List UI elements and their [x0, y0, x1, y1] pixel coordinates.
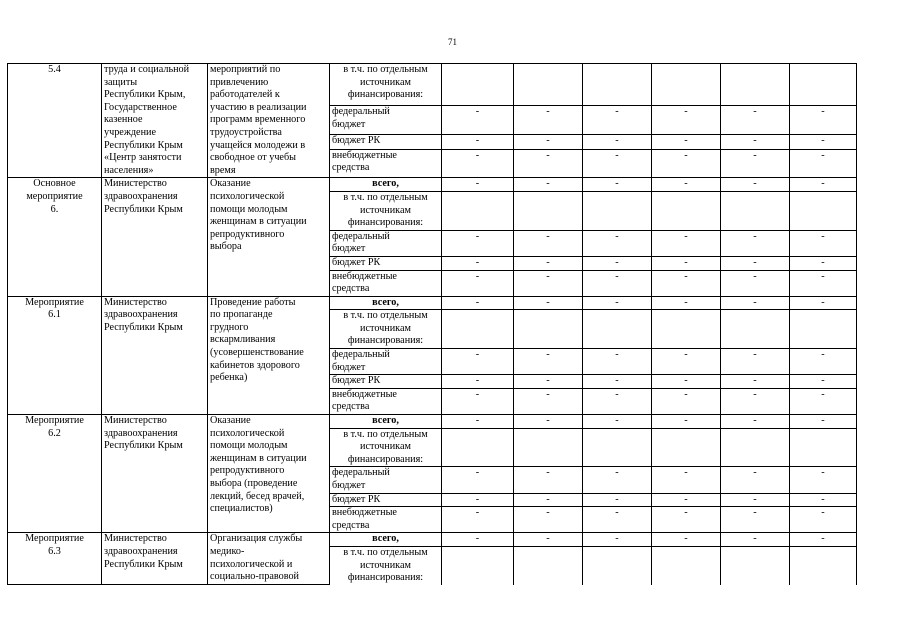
value-cell: -	[583, 230, 652, 256]
value-cell: -	[442, 256, 514, 270]
value-cell: -	[721, 375, 790, 389]
value-cell: -	[652, 507, 721, 533]
value-cell: -	[790, 149, 857, 178]
value-cell: -	[442, 178, 514, 192]
value-cell: -	[721, 296, 790, 310]
measure-number: 5.4	[8, 64, 102, 178]
value-cell: -	[721, 467, 790, 493]
value-cell	[652, 310, 721, 349]
value-cell: -	[514, 230, 583, 256]
value-cell: -	[790, 388, 857, 414]
value-cell	[790, 428, 857, 467]
value-cell	[514, 310, 583, 349]
value-cell	[583, 546, 652, 584]
value-cell	[652, 64, 721, 106]
value-cell: -	[652, 106, 721, 135]
responsible-executor: Министерство здравоохранения Республики Крым	[102, 296, 208, 414]
measure-name: Оказание психологической помощи молодым женщинам в ситуации репродуктивного выбора	[208, 178, 330, 296]
value-cell: -	[652, 134, 721, 149]
value-cell: -	[652, 415, 721, 429]
value-cell: -	[442, 533, 514, 547]
value-cell: -	[652, 270, 721, 296]
value-cell: -	[583, 134, 652, 149]
source-including: в т.ч. по отдельным источникам финансирования:	[330, 64, 442, 106]
value-cell: -	[652, 493, 721, 507]
source-republic: бюджет РК	[330, 256, 442, 270]
source-republic: бюджет РК	[330, 134, 442, 149]
value-cell: -	[442, 106, 514, 135]
value-cell: -	[652, 178, 721, 192]
source-including: в т.ч. по отдельным источникам финансирования:	[330, 546, 442, 584]
value-cell: -	[652, 533, 721, 547]
measure-number: Мероприятие 6.2	[8, 415, 102, 533]
source-republic: бюджет РК	[330, 375, 442, 389]
value-cell: -	[790, 270, 857, 296]
responsible-executor: Министерство здравоохранения Республики Крым	[102, 178, 208, 296]
measure-name: мероприятий по привлечению работодателей к участию в реализации программ временного трудоустройства учащейся молодежи в свободное от учебы время	[208, 64, 330, 178]
value-cell	[652, 546, 721, 584]
source-federal: федеральный бюджет	[330, 349, 442, 375]
value-cell	[514, 546, 583, 584]
value-cell: -	[442, 149, 514, 178]
value-cell	[652, 191, 721, 230]
value-cell	[721, 191, 790, 230]
value-cell: -	[583, 375, 652, 389]
value-cell: -	[583, 270, 652, 296]
value-cell: -	[583, 507, 652, 533]
value-cell: -	[790, 230, 857, 256]
value-cell: -	[721, 507, 790, 533]
value-cell: -	[514, 134, 583, 149]
value-cell: -	[790, 134, 857, 149]
value-cell: -	[514, 349, 583, 375]
value-cell	[514, 64, 583, 106]
value-cell: -	[790, 256, 857, 270]
source-including: в т.ч. по отдельным источникам финансирования:	[330, 191, 442, 230]
source-extrabudgetary: внебюджетные средства	[330, 507, 442, 533]
value-cell: -	[721, 106, 790, 135]
value-cell: -	[442, 493, 514, 507]
value-cell	[583, 428, 652, 467]
value-cell	[442, 546, 514, 584]
value-cell: -	[514, 149, 583, 178]
measure-name: Организация службы медико- психологической и социально-правовой	[208, 533, 330, 585]
value-cell	[442, 310, 514, 349]
value-cell: -	[790, 178, 857, 192]
source-total: всего,	[330, 296, 442, 310]
measure-number: Мероприятие 6.1	[8, 296, 102, 414]
value-cell: -	[442, 349, 514, 375]
value-cell	[442, 191, 514, 230]
measure-name: Проведение работы по пропаганде грудного вскармливания (усовершенствование кабинетов здорового ребенка)	[208, 296, 330, 414]
value-cell: -	[721, 493, 790, 507]
value-cell: -	[583, 493, 652, 507]
value-cell: -	[790, 349, 857, 375]
value-cell: -	[442, 230, 514, 256]
page-number: 71	[448, 37, 457, 47]
value-cell: -	[790, 415, 857, 429]
value-cell: -	[721, 533, 790, 547]
value-cell: -	[583, 256, 652, 270]
source-total: всего,	[330, 533, 442, 547]
value-cell: -	[514, 178, 583, 192]
value-cell: -	[790, 375, 857, 389]
value-cell: -	[514, 106, 583, 135]
value-cell	[514, 191, 583, 230]
value-cell: -	[721, 388, 790, 414]
value-cell: -	[514, 388, 583, 414]
value-cell	[514, 428, 583, 467]
value-cell	[583, 64, 652, 106]
source-including: в т.ч. по отдельным источникам финансирования:	[330, 310, 442, 349]
financing-table	[7, 63, 857, 585]
value-cell	[721, 310, 790, 349]
value-cell: -	[721, 230, 790, 256]
value-cell: -	[721, 415, 790, 429]
value-cell	[790, 191, 857, 230]
value-cell: -	[652, 388, 721, 414]
value-cell: -	[442, 375, 514, 389]
source-extrabudgetary: внебюджетные средства	[330, 149, 442, 178]
value-cell: -	[514, 493, 583, 507]
value-cell: -	[583, 296, 652, 310]
value-cell: -	[514, 256, 583, 270]
value-cell	[583, 191, 652, 230]
value-cell: -	[514, 270, 583, 296]
value-cell: -	[583, 106, 652, 135]
value-cell: -	[790, 106, 857, 135]
value-cell: -	[442, 388, 514, 414]
source-including: в т.ч. по отдельным источникам финансирования:	[330, 428, 442, 467]
value-cell: -	[583, 349, 652, 375]
value-cell: -	[442, 467, 514, 493]
value-cell: -	[721, 270, 790, 296]
value-cell: -	[721, 256, 790, 270]
responsible-executor: Министерство здравоохранения Республики Крым	[102, 415, 208, 533]
value-cell: -	[721, 178, 790, 192]
value-cell: -	[652, 296, 721, 310]
value-cell: -	[514, 296, 583, 310]
value-cell	[721, 64, 790, 106]
value-cell: -	[583, 533, 652, 547]
source-extrabudgetary: внебюджетные средства	[330, 270, 442, 296]
measure-number: Мероприятие 6.3	[8, 533, 102, 585]
value-cell: -	[442, 134, 514, 149]
value-cell: -	[442, 270, 514, 296]
value-cell: -	[790, 507, 857, 533]
value-cell: -	[652, 375, 721, 389]
responsible-executor: Министерство здравоохранения Республики Крым	[102, 533, 208, 585]
value-cell	[721, 428, 790, 467]
source-federal: федеральный бюджет	[330, 467, 442, 493]
source-extrabudgetary: внебюджетные средства	[330, 388, 442, 414]
value-cell: -	[514, 533, 583, 547]
value-cell: -	[790, 467, 857, 493]
value-cell	[652, 428, 721, 467]
measure-name: Оказание психологической помощи молодым женщинам в ситуации репродуктивного выбора (проведение лекций, бесед врачей, специалистов)	[208, 415, 330, 533]
responsible-executor: труда и социальной защиты Республики Крым, Государственное казенное учреждение Республики Крым «Центр занятости населения»	[102, 64, 208, 178]
value-cell	[721, 546, 790, 584]
value-cell: -	[442, 415, 514, 429]
value-cell	[442, 428, 514, 467]
value-cell	[583, 310, 652, 349]
value-cell: -	[652, 467, 721, 493]
value-cell: -	[790, 493, 857, 507]
value-cell: -	[652, 256, 721, 270]
value-cell: -	[514, 467, 583, 493]
source-federal: федеральный бюджет	[330, 230, 442, 256]
value-cell	[790, 64, 857, 106]
value-cell: -	[583, 388, 652, 414]
value-cell: -	[514, 375, 583, 389]
value-cell: -	[514, 507, 583, 533]
value-cell: -	[583, 467, 652, 493]
value-cell: -	[652, 349, 721, 375]
value-cell: -	[583, 178, 652, 192]
value-cell: -	[790, 296, 857, 310]
source-total: всего,	[330, 415, 442, 429]
measure-number: Основное мероприятие 6.	[8, 178, 102, 296]
value-cell	[790, 310, 857, 349]
value-cell	[442, 64, 514, 106]
value-cell: -	[583, 149, 652, 178]
value-cell: -	[790, 533, 857, 547]
value-cell: -	[583, 415, 652, 429]
source-total: всего,	[330, 178, 442, 192]
value-cell: -	[514, 415, 583, 429]
value-cell: -	[721, 349, 790, 375]
value-cell: -	[652, 230, 721, 256]
value-cell: -	[442, 296, 514, 310]
source-republic: бюджет РК	[330, 493, 442, 507]
value-cell: -	[721, 134, 790, 149]
value-cell: -	[721, 149, 790, 178]
value-cell: -	[442, 507, 514, 533]
value-cell: -	[652, 149, 721, 178]
value-cell	[790, 546, 857, 584]
source-federal: федеральный бюджет	[330, 106, 442, 135]
